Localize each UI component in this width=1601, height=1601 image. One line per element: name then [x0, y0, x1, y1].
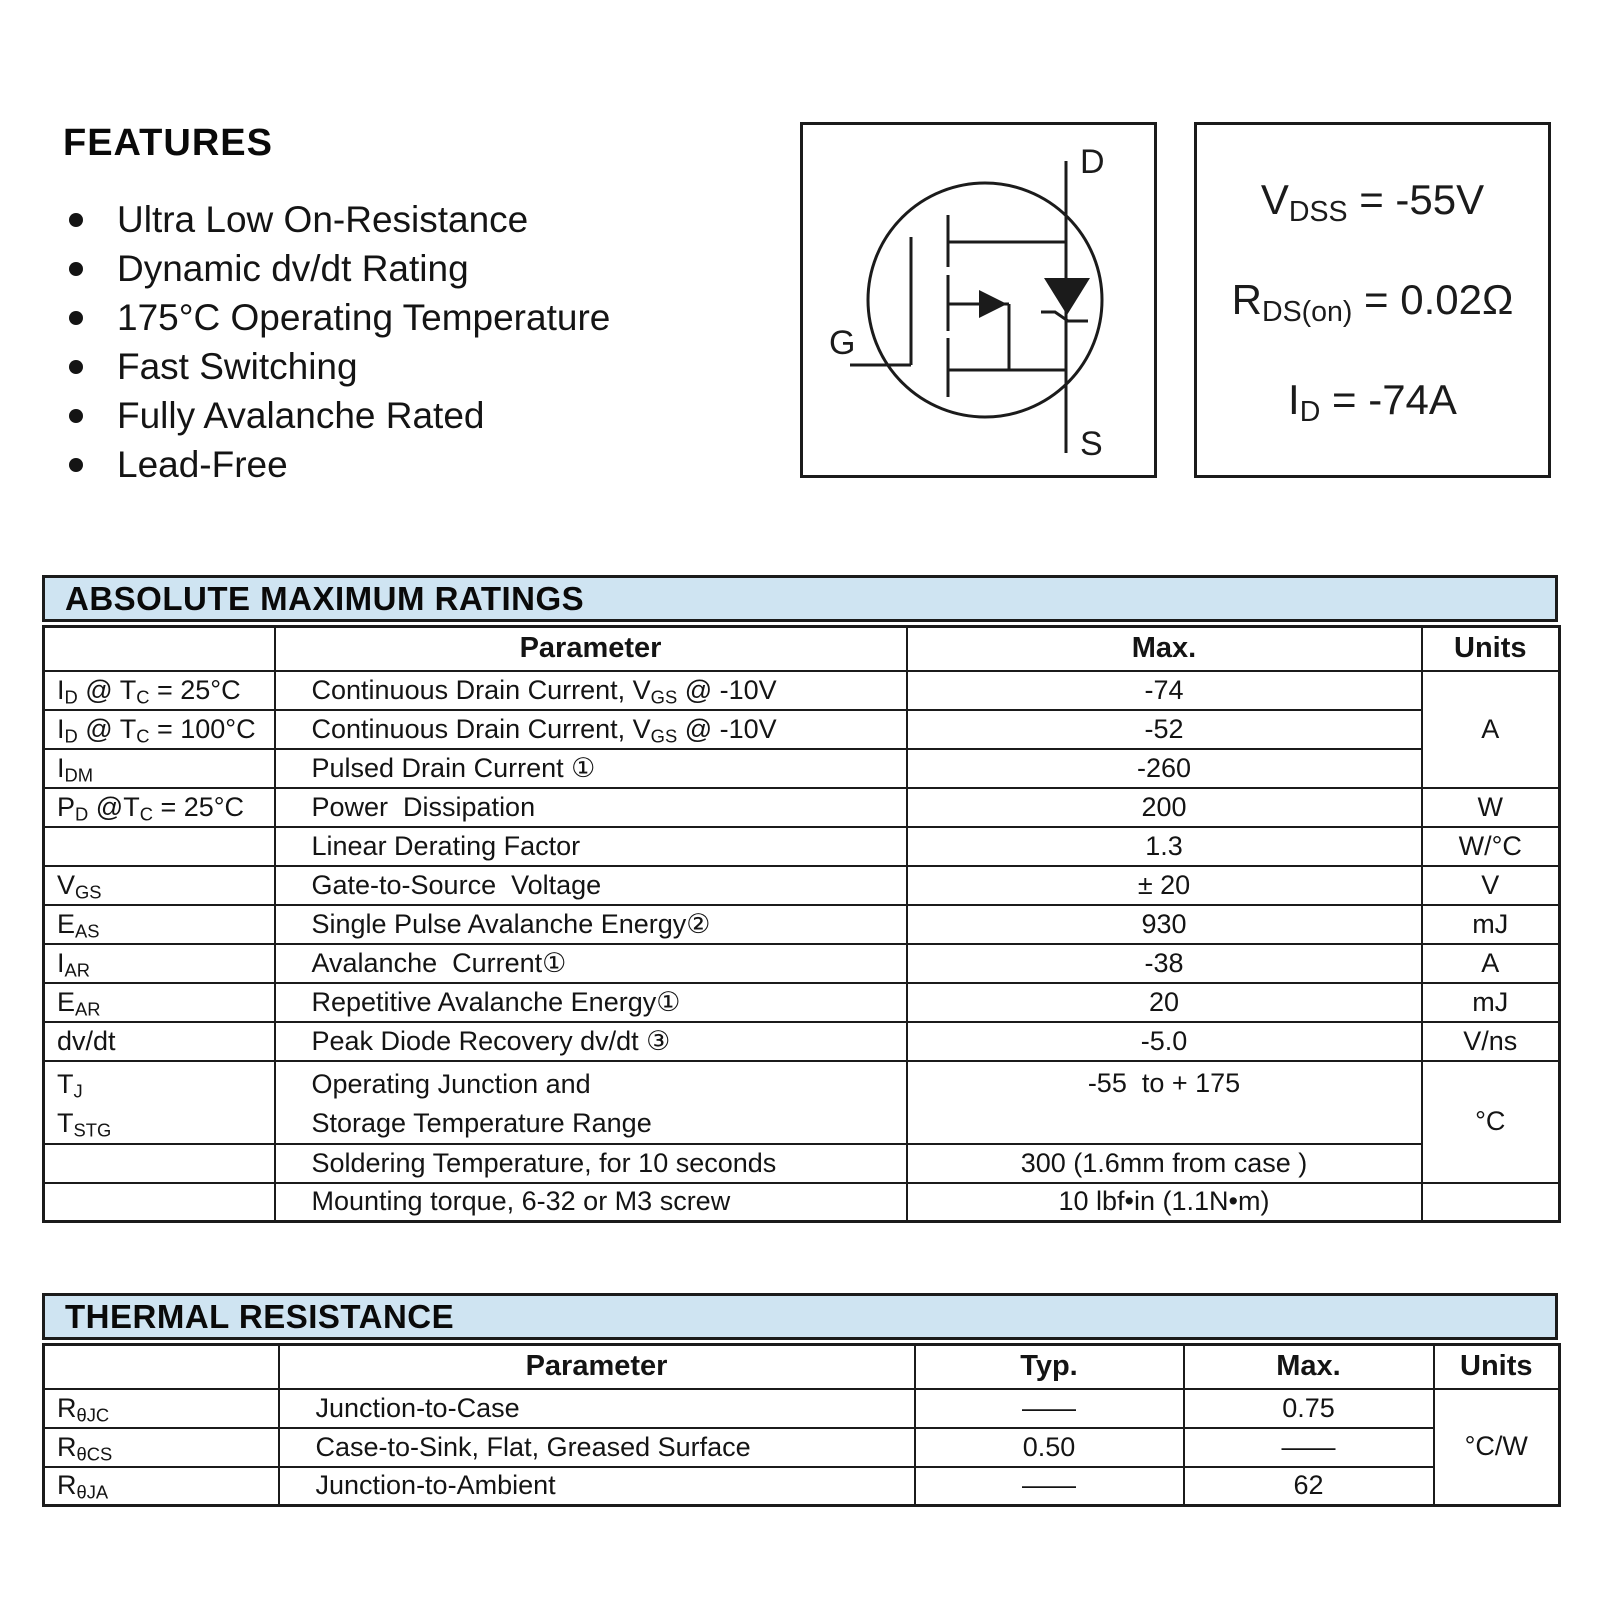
parameter-cell: Single Pulse Avalanche Energy② [275, 905, 907, 944]
typ-cell: —— [915, 1467, 1184, 1506]
max-cell: 20 [907, 983, 1422, 1022]
table-row [44, 1022, 1560, 1061]
table-row [44, 1061, 1560, 1144]
thermal-table [42, 1343, 1561, 1507]
abs-max-table [42, 625, 1561, 1223]
max-cell: -74 [907, 671, 1422, 710]
table-row [44, 1428, 1560, 1467]
max-cell: -5.0 [907, 1022, 1422, 1061]
parameter-cell: Peak Diode Recovery dv/dt ③ [275, 1022, 907, 1061]
symbol-cell: $T_J$ $T_{STG}$ [44, 1061, 275, 1144]
table-row [44, 905, 1560, 944]
units-cell: A [1422, 944, 1560, 983]
rdson-spec: $R_{DS(on)} = 0.02\Omega$ [1231, 276, 1514, 329]
max-cell: 930 [907, 905, 1422, 944]
thermal-title: THERMAL RESISTANCE [65, 1297, 455, 1335]
table-row [44, 866, 1560, 905]
units-cell: V [1422, 866, 1560, 905]
features-list [63, 195, 610, 489]
bullet-icon [69, 360, 83, 374]
parameter-cell: Avalanche Current① [275, 944, 907, 983]
max-cell: 200 [907, 788, 1422, 827]
table-row [44, 671, 1560, 710]
max-cell: —— [1184, 1428, 1434, 1467]
parameter-cell: Continuous Drain Current, $V_{GS}$ @ -10V [275, 710, 907, 749]
table-row [44, 944, 1560, 983]
parameter-cell: Case-to-Sink, Flat, Greased Surface [279, 1428, 915, 1467]
max-cell: 1.3 [907, 827, 1422, 866]
symbol-cell: $I_D$ @ $T_C = 100^\circ C$ [44, 710, 275, 749]
max-cell: 10 lbf•in (1.1N•m) [907, 1183, 1422, 1222]
table-row [44, 1183, 1560, 1222]
symbol-cell: $R_{\theta CS}$ [44, 1428, 279, 1467]
symbol-cell: $I_{AR}$ [44, 944, 275, 983]
max-cell: 62 [1184, 1467, 1434, 1506]
feature-item: Fully Avalanche Rated [63, 391, 610, 440]
parameter-cell: Soldering Temperature, for 10 seconds [275, 1144, 907, 1183]
bullet-icon [69, 262, 83, 276]
table-row [44, 983, 1560, 1022]
parameter-header: Parameter [279, 1345, 915, 1389]
channel-arrow-icon [979, 290, 1007, 318]
units-cell: mJ [1422, 905, 1560, 944]
symbol-cell [44, 1144, 275, 1183]
id-spec: $I_D = -74A$ [1288, 376, 1457, 429]
symbol-cell: $I_{DM}$ [44, 749, 275, 788]
units-cell: V/ns [1422, 1022, 1560, 1061]
max-header: Max. [907, 627, 1422, 671]
units-cell: W [1422, 788, 1560, 827]
feature-item: Lead-Free [63, 440, 610, 489]
table-row [44, 710, 1560, 749]
vdss-spec: $V_{DSS} = -55V$ [1260, 176, 1485, 229]
max-cell: -38 [907, 944, 1422, 983]
max-cell: 300 (1.6mm from case ) [907, 1144, 1422, 1183]
table-header-row [44, 627, 1560, 671]
max-cell: -260 [907, 749, 1422, 788]
parameter-cell: Gate-to-Source Voltage [275, 866, 907, 905]
parameter-cell: Junction-to-Ambient [279, 1467, 915, 1506]
symbol-cell: $E_{AS}$ [44, 905, 275, 944]
gate-label: G [829, 324, 856, 362]
parameter-cell: Mounting torque, 6-32 or M3 screw [275, 1183, 907, 1222]
typ-cell: 0.50 [915, 1428, 1184, 1467]
feature-item: Fast Switching [63, 342, 610, 391]
key-specs-box [1194, 122, 1551, 478]
typ-cell: —— [915, 1389, 1184, 1428]
source-label: S [1080, 425, 1103, 463]
symbol-header-cell [44, 627, 275, 671]
typ-header: Typ. [915, 1345, 1184, 1389]
feature-item: 175°C Operating Temperature [63, 293, 610, 342]
units-cell: W/°C [1422, 827, 1560, 866]
table-row [44, 1144, 1560, 1183]
bullet-icon [69, 458, 83, 472]
bullet-icon [69, 409, 83, 423]
parameter-cell: Operating Junction and Storage Temperature Range [275, 1061, 907, 1144]
parameter-cell: Linear Derating Factor [275, 827, 907, 866]
units-cell: °C [1422, 1061, 1560, 1183]
symbol-cell [44, 827, 275, 866]
parameter-cell: Power Dissipation [275, 788, 907, 827]
symbol-cell: $R_{\theta JC}$ [44, 1389, 279, 1428]
bullet-icon [69, 213, 83, 227]
max-cell: 0.75 [1184, 1389, 1434, 1428]
table-row [44, 1467, 1560, 1506]
symbol-cell: $E_{AR}$ [44, 983, 275, 1022]
drain-label: D [1080, 143, 1105, 181]
absolute-maximum-ratings-section [42, 575, 1558, 1223]
max-cell: -52 [907, 710, 1422, 749]
table-row [44, 788, 1560, 827]
parameter-cell: Pulsed Drain Current ① [275, 749, 907, 788]
symbol-cell: $V_{GS}$ [44, 866, 275, 905]
parameter-cell: Junction-to-Case [279, 1389, 915, 1428]
symbol-cell: $P_D$ $@T_C = 25^\circ C$ [44, 788, 275, 827]
max-cell: ± 20 [907, 866, 1422, 905]
symbol-header-cell [44, 1345, 279, 1389]
table-row [44, 1389, 1560, 1428]
features-title: FEATURES [63, 122, 273, 164]
table-header-row [44, 1345, 1560, 1389]
abs-max-title: ABSOLUTE MAXIMUM RATINGS [65, 579, 585, 617]
units-cell: °C/W [1434, 1389, 1560, 1506]
symbol-cell: $I_D$ @ $T_C = 25^\circ C$ [44, 671, 275, 710]
abs-max-title-band [42, 575, 1558, 622]
symbol-cell: dv/dt [44, 1022, 275, 1061]
units-header: Units [1422, 627, 1560, 671]
parameter-cell: Repetitive Avalanche Energy① [275, 983, 907, 1022]
units-cell [1422, 1183, 1560, 1222]
body-diode-icon [1044, 278, 1090, 315]
features-section [63, 122, 610, 489]
parameter-header: Parameter [275, 627, 907, 671]
symbol-cell: $R_{\theta JA}$ [44, 1467, 279, 1506]
table-row [44, 749, 1560, 788]
thermal-title-band [42, 1293, 1558, 1340]
max-cell: -55 to + 175 [907, 1061, 1422, 1144]
mosfet-symbol-box [800, 122, 1157, 478]
mosfet-symbol-diagram [803, 125, 1154, 475]
thermal-resistance-section [42, 1293, 1558, 1507]
table-row [44, 827, 1560, 866]
units-cell: mJ [1422, 983, 1560, 1022]
parameter-cell: Continuous Drain Current, $V_{GS}$ @ -10V [275, 671, 907, 710]
feature-item: Dynamic dv/dt Rating [63, 244, 610, 293]
units-header: Units [1434, 1345, 1560, 1389]
bullet-icon [69, 311, 83, 325]
symbol-cell [44, 1183, 275, 1222]
feature-item: Ultra Low On-Resistance [63, 195, 610, 244]
units-cell: A [1422, 671, 1560, 788]
max-header: Max. [1184, 1345, 1434, 1389]
